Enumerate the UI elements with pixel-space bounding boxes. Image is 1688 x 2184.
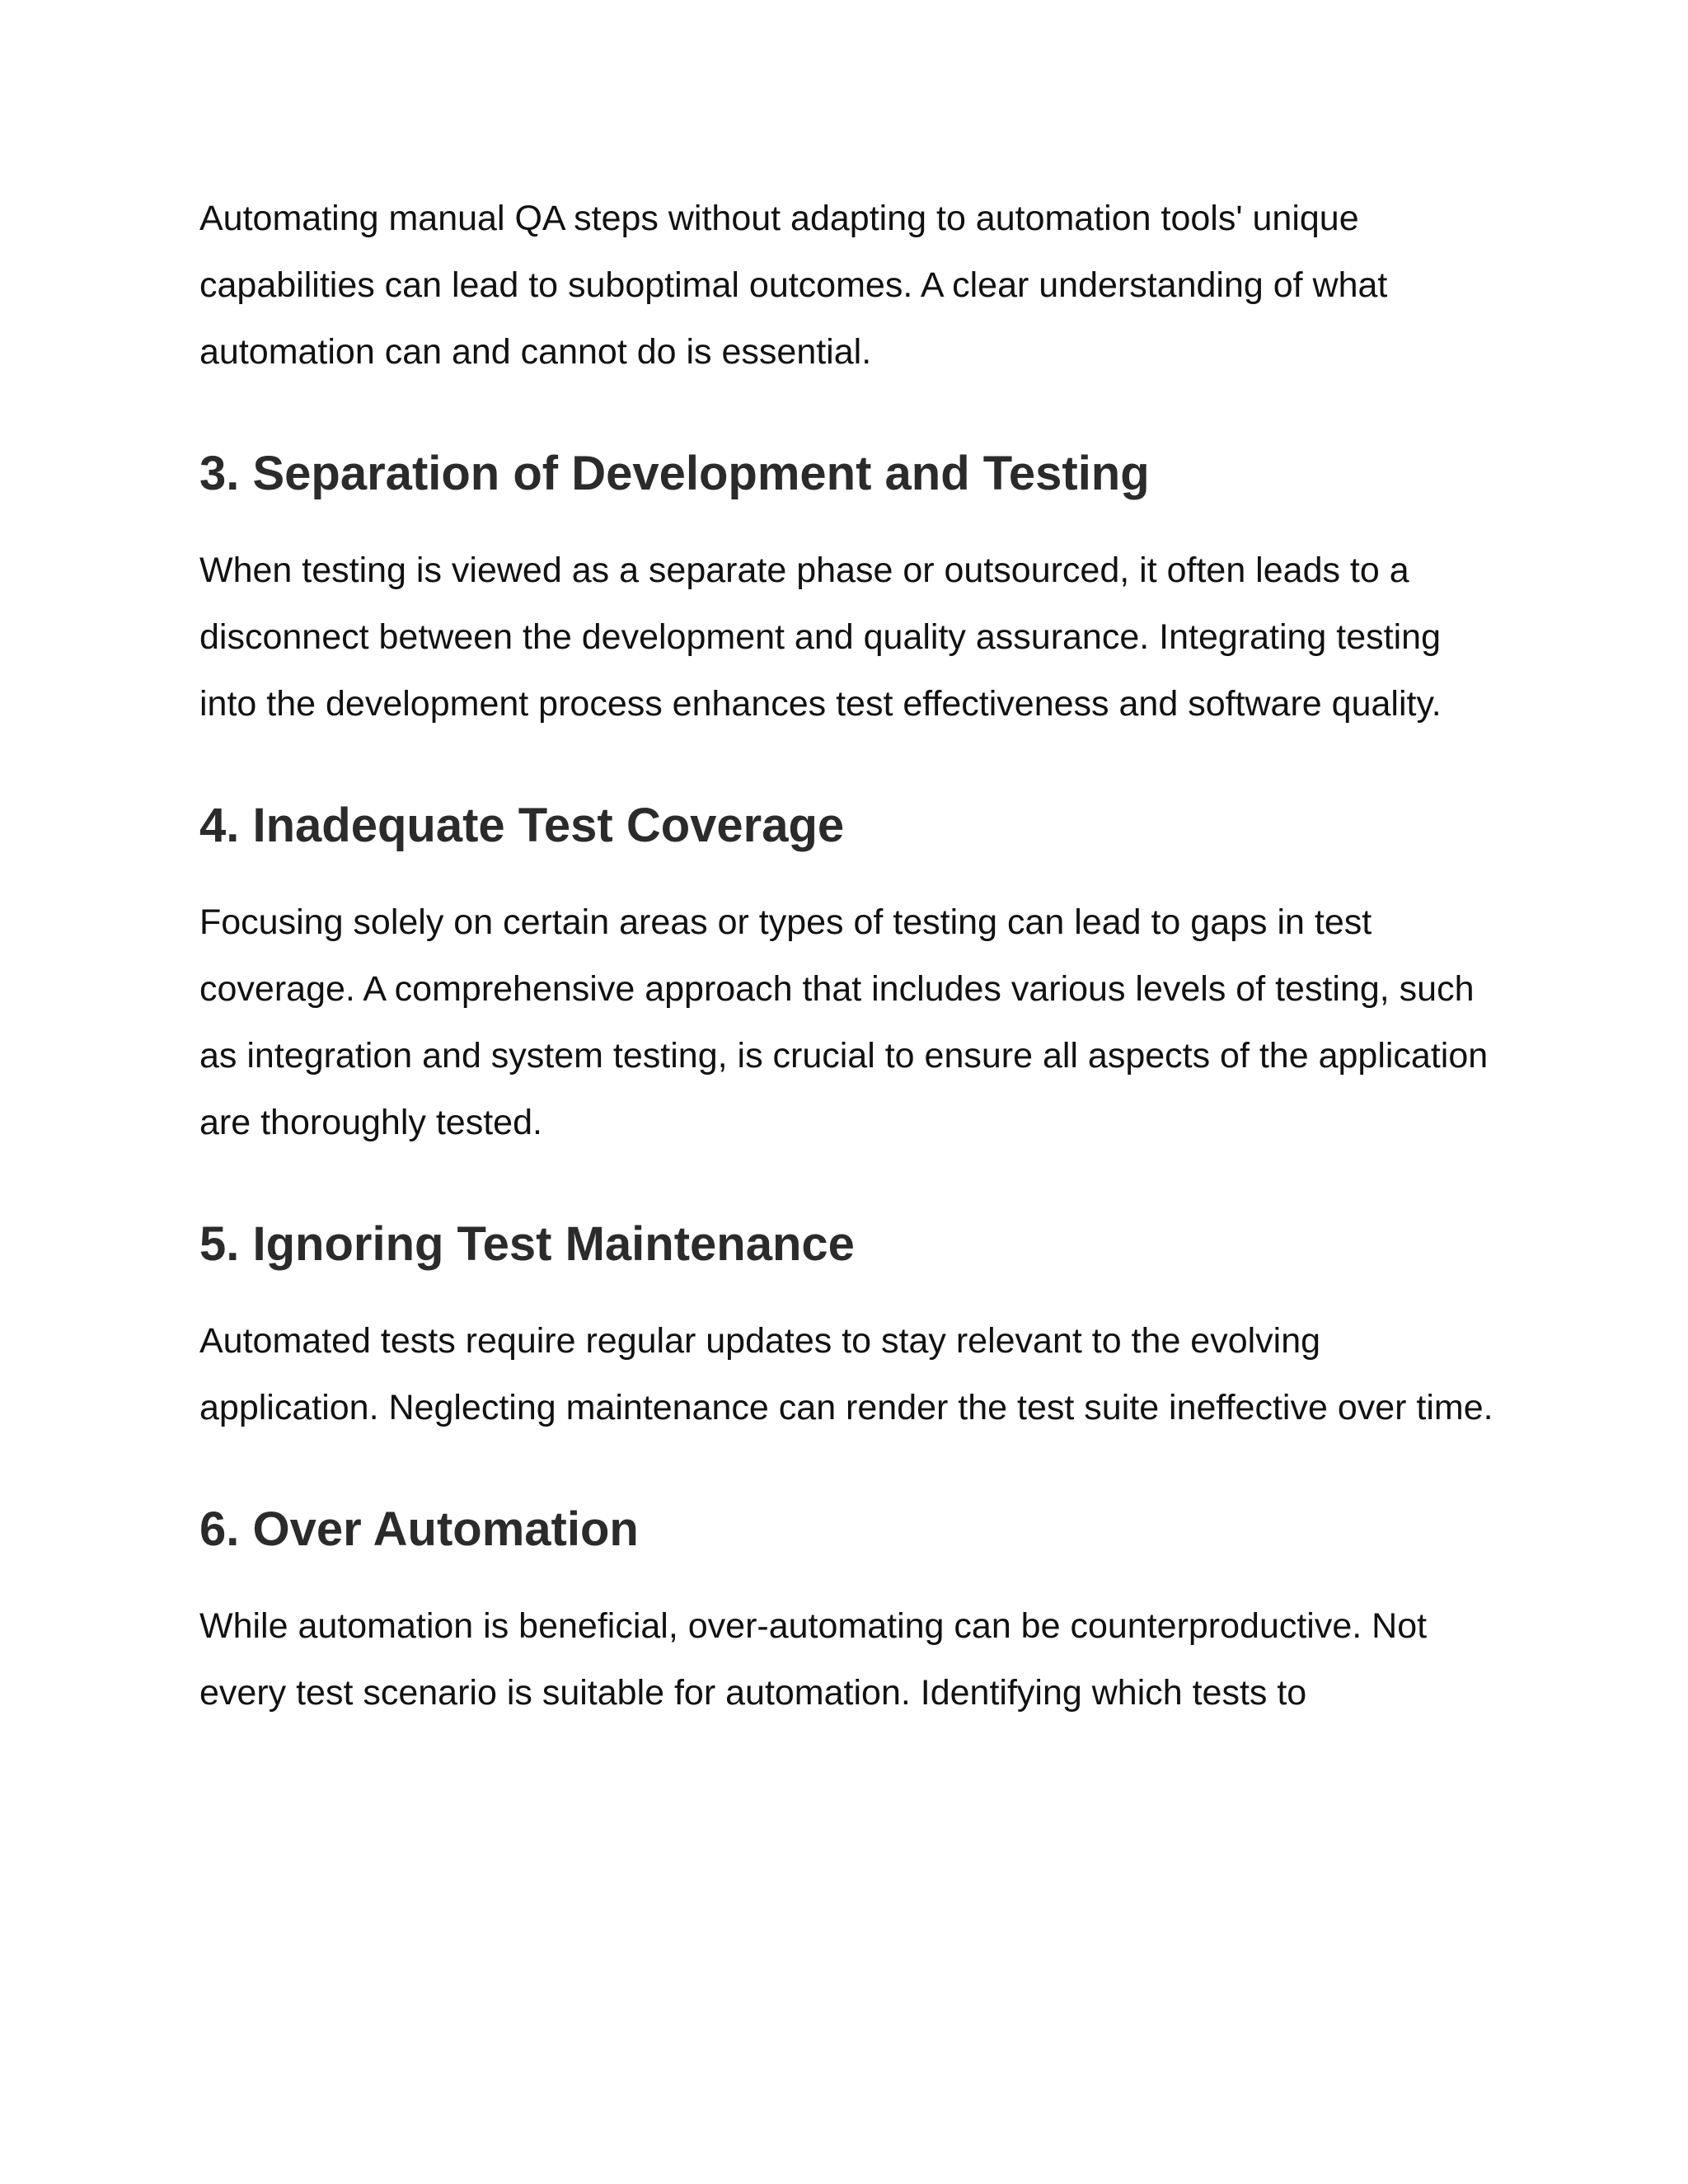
spacer <box>199 1156 1502 1216</box>
spacer <box>199 738 1502 797</box>
section-paragraph-maintenance: Automated tests require regular updates to stay relevant to the evolving application. Neglecting maintenance can render the test suite ineffective over time. <box>199 1321 1493 1427</box>
section-heading-over-automation: 6. Over Automation <box>199 1502 639 1556</box>
section-heading-coverage: 4. Inadequate Test Coverage <box>199 799 845 852</box>
section-paragraph-separation: When testing is viewed as a separate phase or outsourced, it often leads to a disconnect between the development and quality assurance. Integrating testing into the development process enhances test effectiveness and software quality. <box>199 551 1442 724</box>
spacer <box>199 386 1502 445</box>
spacer <box>199 855 1502 889</box>
spacer <box>199 1558 1502 1593</box>
section-heading-maintenance: 5. Ignoring Test Maintenance <box>199 1217 855 1271</box>
document-content <box>199 185 1502 1727</box>
spacer <box>199 1273 1502 1308</box>
section-paragraph-over-automation: While automation is beneficial, over-automating can be counterproductive. Not every test scenario is suitable for automation. Identifying which tests to <box>199 1606 1428 1713</box>
intro-paragraph: Automating manual QA steps without adapting to automation tools' unique capabilities can lead to suboptimal outcomes. A clear understanding of what automation can and cannot do is essential. <box>199 199 1388 372</box>
section-paragraph-coverage: Focusing solely on certain areas or types of testing can lead to gaps in test coverage. A comprehensive approach that includes various levels of testing, such as integration and system testing, is crucial to ensure all aspects of the application are thoroughly tested. <box>199 902 1489 1142</box>
spacer <box>199 503 1502 537</box>
spacer <box>199 1441 1502 1501</box>
section-heading-separation: 3. Separation of Development and Testing <box>199 447 1150 500</box>
